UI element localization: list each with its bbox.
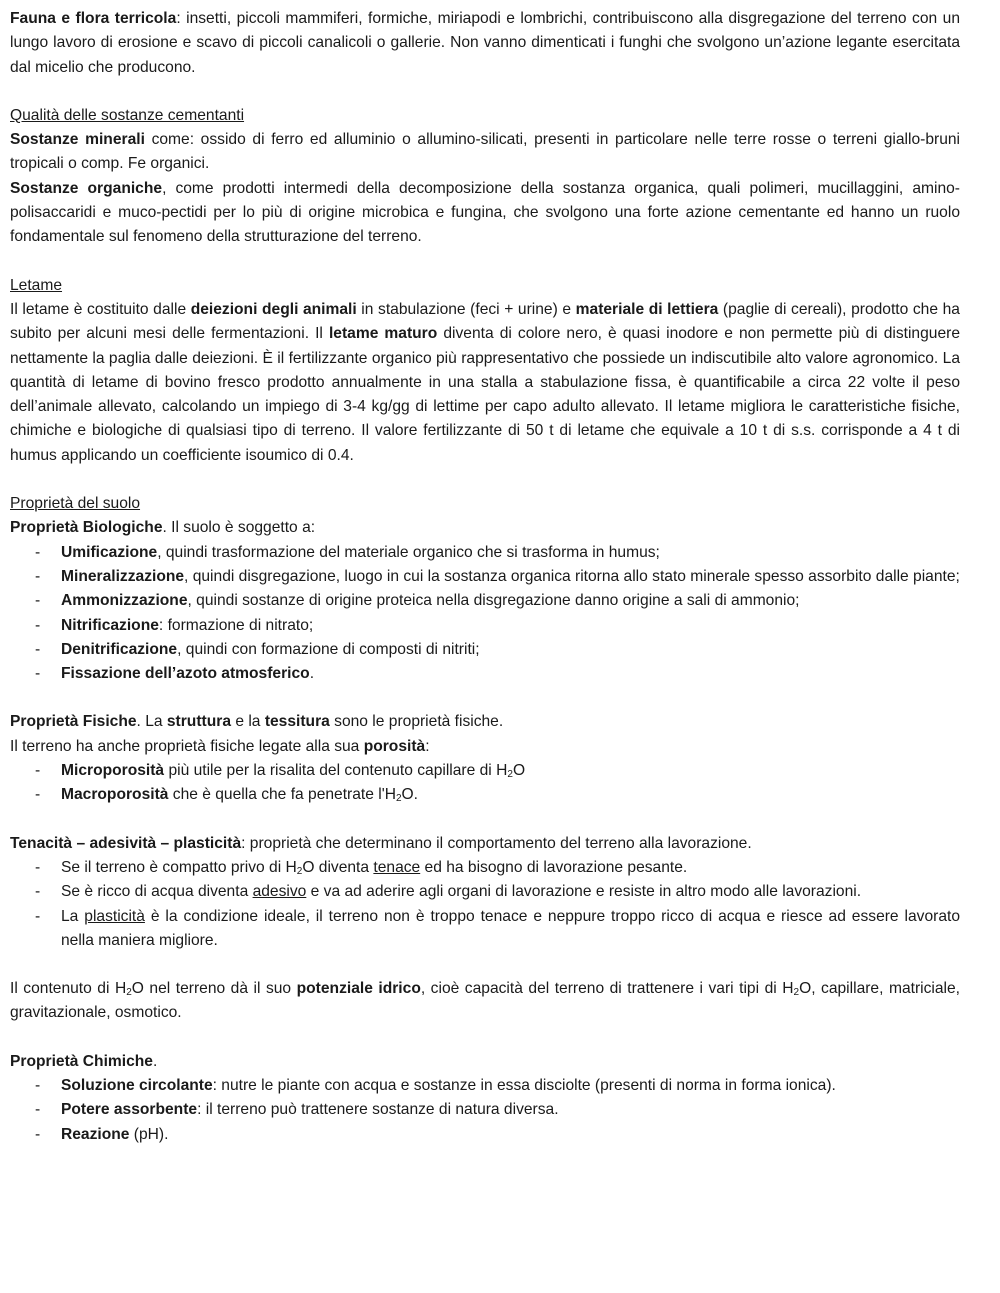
list-item-text: : formazione di nitrato;	[158, 616, 314, 634]
list-item-term: Potere assorbente	[61, 1101, 198, 1119]
minerali-term: Sostanze minerali	[10, 131, 145, 149]
porosita-bold: porosità	[363, 737, 426, 755]
fisiche-text-2: e la	[231, 713, 265, 731]
pot-text-4: O, capillare, matriciale, gravitazionale, osmotico.	[10, 980, 961, 1022]
subscript: 2	[395, 793, 402, 805]
letame-paragraph	[10, 298, 960, 468]
list-item-text: (pH).	[129, 1125, 169, 1143]
potenziale-paragraph	[10, 977, 960, 1026]
letame-text-4: diventa di colore nero, è quasi inodore e non permette più di distinguere nettamente la paglia dalle deiezioni. È il fertilizzante organico più rappresentativo che possiede un indiscutibile alto valore agronomico. La quantità di letame di bovino fresco prodotto annualmente in una stalla a stabulazione fissa, è quantificabile a circa 22 volte il peso dell’animale allevato, calcolando un impiego di 3-4 kg/gg di lettime per capo adulto allevato. Il letame migliora le caratteristiche fisiche, chimiche e biologiche di qualsiasi tipo di terreno. Il valore fertilizzante di 50 t di letame che equivale a 10 t di s.s. corrisponde a 4 t di humus applicando un coefficiente isoumico di 0.4.	[10, 325, 960, 464]
list-item-text: : il terreno può trattenere sostanze di natura diversa.	[197, 1101, 559, 1119]
letame-heading: Letame	[10, 276, 63, 294]
ten2-text-b: e va ad aderire agli organi di lavorazione e resiste in altro modo alle lavorazioni.	[306, 883, 862, 901]
micro-term: Microporosità	[61, 762, 165, 780]
list-item	[10, 759, 960, 783]
proprieta-heading: Proprietà del suolo	[10, 495, 141, 513]
letame-bold-1: deiezioni degli animali	[190, 300, 357, 318]
document-page	[10, 7, 960, 1147]
list-item	[10, 856, 960, 880]
fauna-text: : insetti, piccoli mammiferi, formiche, miriapodi e lombrichi, contribuiscono alla disgregazione del terreno con un lungo lavoro di erosione e scavo di piccoli canalicoli o gallerie. Non vanno dimenticati i funghi che svolgono un’azione legante esercitata dal micelio che producono.	[10, 10, 961, 76]
list-item-term: Denitrificazione	[61, 640, 178, 658]
fisiche-text-1: . La	[136, 713, 167, 731]
fisiche-paragraph	[10, 710, 960, 734]
bio-intro	[10, 516, 960, 540]
list-item-term: Soluzione circolante	[61, 1076, 213, 1094]
macro-text: che è quella che fa penetrate l'H	[168, 786, 396, 804]
list-item	[10, 662, 960, 686]
chimiche-list	[10, 1074, 960, 1147]
list-item-text: .	[309, 665, 315, 683]
list-item-term: Ammonizzazione	[61, 592, 188, 610]
chimiche-text: .	[152, 1052, 158, 1070]
list-item	[10, 589, 960, 613]
tenacita-term: Tenacità – adesività – plasticità	[10, 834, 242, 852]
list-item	[10, 638, 960, 662]
subscript: 2	[793, 987, 800, 999]
ten2-text-a: Se è ricco di acqua diventa	[61, 883, 253, 901]
ten3-text-b: è la condizione ideale, il terreno non è troppo tenace e neppure troppo ricco di acqua e riesce ad essere lavorato nella maniera migliore.	[61, 907, 960, 949]
fisiche-term: Proprietà Fisiche	[10, 713, 137, 731]
ten3-underlined: plasticità	[84, 907, 145, 925]
list-item-term: Umificazione	[61, 543, 158, 561]
organiche-paragraph	[10, 177, 960, 250]
list-item-text: , quindi disgregazione, luogo in cui la sostanza organica ritorna allo stato minerale spesso assorbito dalle piante;	[184, 567, 960, 585]
ten1-text-a: Se il terreno è compatto privo di H	[61, 858, 297, 876]
macro-term: Macroporosità	[61, 786, 169, 804]
subscript: 2	[296, 865, 303, 877]
subscript: 2	[507, 769, 513, 781]
macro-o: O.	[401, 786, 418, 804]
fisiche-text-3: sono le proprietà fisiche.	[329, 713, 504, 731]
list-item-term: Fissazione dell’azoto atmosferico	[61, 665, 310, 683]
list-item	[10, 880, 960, 904]
organiche-text: , come prodotti intermedi della decomposizione della sostanza organica, quali polimeri, mucillaggini, amino-polisaccaridi e muco-pectidi per lo più di origine microbica e fungina, che svolgono una forte azione cementante ed hanno un ruolo fondamentale sul fenomeno della strutturazione del terreno.	[10, 179, 961, 246]
bio-term: Proprietà Biologiche	[10, 519, 163, 537]
list-item	[10, 614, 960, 638]
ten1-text-c: ed ha bisogno di lavorazione pesante.	[420, 858, 688, 876]
letame-text-2: in stabulazione (feci + urine) e	[356, 300, 576, 318]
list-item-term: Mineralizzazione	[61, 567, 185, 585]
ten1-text-b: O diventa	[302, 858, 374, 876]
list-item-text: , quindi con formazione di composti di nitriti;	[177, 640, 480, 658]
tenacita-text: : proprietà che determinano il comportamento del terreno alla lavorazione.	[241, 834, 752, 852]
pot-text-2: O nel terreno dà il suo	[131, 980, 297, 998]
organiche-term: Sostanze organiche	[10, 179, 163, 197]
ten3-text-a: La	[61, 907, 85, 925]
micro-o: O	[512, 762, 526, 780]
list-item	[10, 1074, 960, 1098]
pot-text-1: Il contenuto di H	[10, 980, 127, 998]
porosita-text-1: Il terreno ha anche proprietà fisiche legate alla sua	[10, 737, 364, 755]
list-item-text: : nutre le piante con acqua e sostanze in essa disciolte (presenti di norma in forma ionica).	[212, 1076, 836, 1094]
list-item-text: , quindi sostanze di origine proteica nella disgregazione danno origine a sali di ammonio;	[187, 592, 800, 610]
chimiche-term: Proprietà Chimiche	[10, 1052, 153, 1070]
cementanti-heading: Qualità delle sostanze cementanti	[10, 106, 245, 124]
list-item-term: Nitrificazione	[61, 616, 159, 634]
tenacita-paragraph	[10, 832, 960, 856]
pot-text-3: , cioè capacità del terreno di trattenere i vari tipi di H	[420, 980, 794, 998]
letame-bold-3: letame maturo	[328, 325, 438, 343]
pot-bold: potenziale idrico	[296, 980, 421, 998]
minerali-paragraph	[10, 128, 960, 177]
ten2-underlined: adesivo	[252, 883, 307, 901]
porosita-paragraph	[10, 735, 960, 759]
tenacita-list	[10, 856, 960, 953]
list-item	[10, 541, 960, 565]
letame-text-1: Il letame è costituito dalle	[10, 300, 191, 318]
chimiche-intro	[10, 1050, 960, 1074]
bio-text: . Il suolo è soggetto a:	[162, 519, 316, 537]
list-item	[10, 565, 960, 589]
list-item-term: Reazione	[61, 1125, 130, 1143]
bio-list	[10, 541, 960, 687]
minerali-text: come: ossido di ferro ed alluminio o allumino-silicati, presenti in particolare nelle terre rosse o terreni giallo-bruni tropicali o comp. Fe organici.	[10, 131, 961, 173]
porosita-text-2: :	[425, 737, 430, 755]
micro-text: più utile per la risalita del contenuto capillare di H	[164, 762, 508, 780]
fauna-paragraph	[10, 7, 960, 80]
list-item	[10, 783, 960, 807]
fisiche-bold-1: struttura	[166, 713, 231, 731]
letame-text-3: (paglie di cereali), prodotto che ha subito per alcuni mesi delle fermentazioni. Il	[10, 300, 960, 343]
ten1-underlined: tenace	[373, 858, 421, 876]
fauna-term: Fauna e flora terricola	[10, 10, 177, 27]
list-item-text: , quindi trasformazione del materiale organico che si trasforma in humus;	[157, 543, 660, 561]
list-item	[10, 905, 960, 954]
list-item	[10, 1098, 960, 1122]
fisiche-bold-2: tessitura	[264, 713, 330, 731]
porosita-list	[10, 759, 960, 808]
list-item	[10, 1123, 960, 1147]
letame-bold-2: materiale di lettiera	[575, 300, 719, 318]
subscript: 2	[126, 987, 132, 999]
